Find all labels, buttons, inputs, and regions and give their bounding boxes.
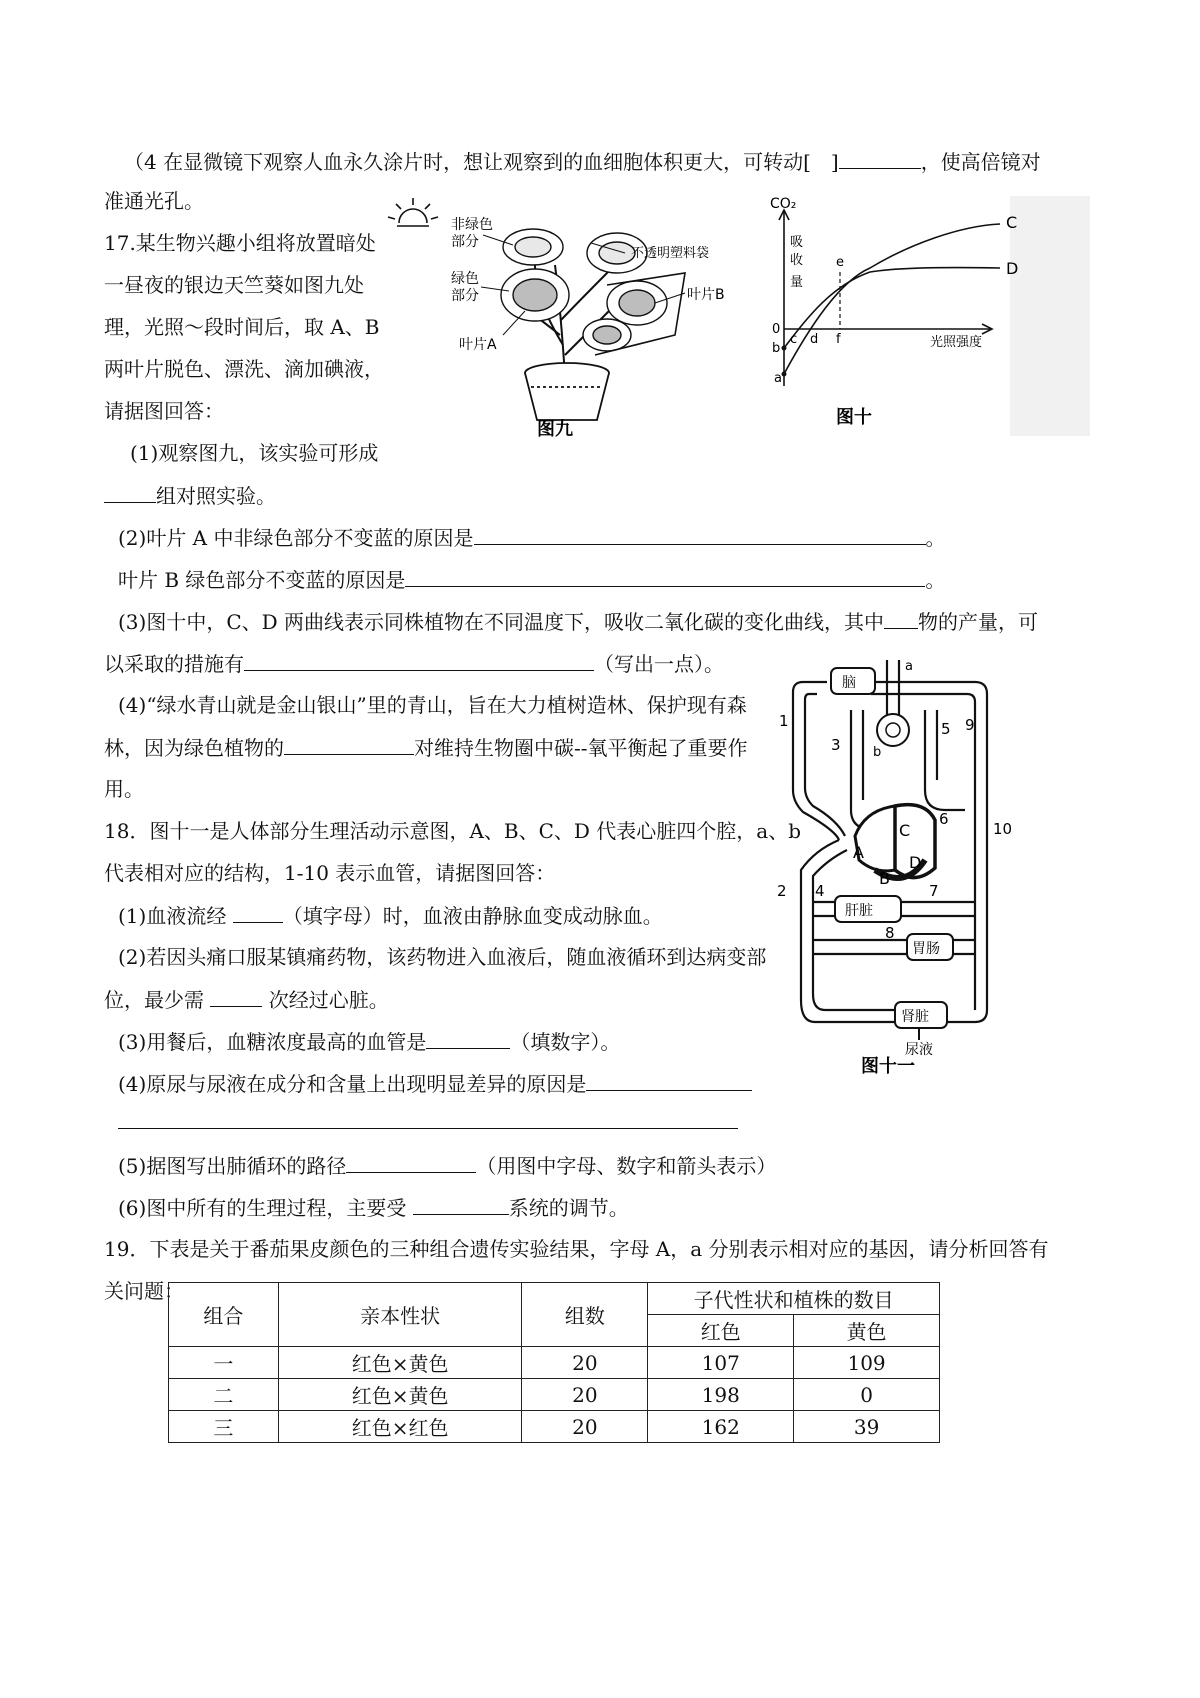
answer-blank[interactable] xyxy=(413,1192,509,1215)
q18-part4 xyxy=(118,1068,752,1099)
answer-blank[interactable] xyxy=(104,480,156,503)
figure-10-caption: 图十 xyxy=(836,407,872,428)
vessel-2: 2 xyxy=(777,882,787,900)
q16-part4-line2: 准通光孔。 xyxy=(104,189,204,213)
organ-urine: 尿液 xyxy=(905,1042,933,1058)
q17-part2-a xyxy=(118,522,946,553)
point-a xyxy=(782,372,787,377)
q17-intro-2: 一昼夜的银边天竺葵如图九处 xyxy=(104,273,364,297)
table-row xyxy=(169,1379,940,1411)
sun-icon xyxy=(388,198,438,226)
q17-part2-b-text: 叶片 B 绿色部分不变蓝的原因是 xyxy=(118,568,406,592)
point-d-label: d xyxy=(810,332,819,347)
q18-part1-text: (1)血液流经 xyxy=(118,904,227,928)
figure-9-drawing xyxy=(385,195,725,440)
curve-c xyxy=(784,224,1000,374)
point-a-label: a xyxy=(774,371,782,386)
cell-yellow: 0 xyxy=(794,1379,940,1411)
y-label-co2: CO₂ xyxy=(770,196,797,212)
q18-part6 xyxy=(118,1192,629,1223)
figure-10 xyxy=(770,196,1090,436)
point-f-label: f xyxy=(836,332,841,347)
answer-blank[interactable] xyxy=(346,1150,476,1173)
vessel-9: 9 xyxy=(965,716,975,734)
cell-red: 162 xyxy=(648,1411,794,1443)
cell-group: 二 xyxy=(169,1379,279,1411)
curve-c-label: C xyxy=(1006,213,1018,232)
header-count: 组数 xyxy=(522,1283,648,1347)
point-e-label: e xyxy=(836,255,844,270)
cell-parents: 红色×红色 xyxy=(278,1411,522,1443)
y-label-2: 收 xyxy=(790,253,804,268)
q17-part3-a xyxy=(118,606,1038,637)
vessel-5: 5 xyxy=(941,720,951,738)
answer-blank[interactable] xyxy=(405,564,925,587)
table-row xyxy=(169,1411,940,1443)
q18-part4-blank-line2[interactable] xyxy=(118,1128,738,1129)
q17-part3-b-text: 以采取的措施有 xyxy=(104,652,244,676)
label-non-green: 非绿色 xyxy=(451,217,493,233)
scan-shade xyxy=(1010,196,1090,436)
q17-part2-b-end: 。 xyxy=(925,568,946,592)
vessel-10: 10 xyxy=(993,820,1013,838)
label-leaf-b: 叶片B xyxy=(687,287,725,303)
cell-group: 一 xyxy=(169,1347,279,1379)
q17-part2-a-end: 。 xyxy=(925,526,946,550)
q17-part2-a-text: (2)叶片 A 中非绿色部分不变蓝的原因是 xyxy=(118,526,474,550)
header-red: 红色 xyxy=(648,1315,794,1347)
q17-intro-3: 理，光照～段时间后，取 A、B xyxy=(104,315,380,339)
curve-d-label: D xyxy=(1006,259,1019,278)
q17-part4-b-end: 对维持生物圈中碳--氧平衡起了重要作 xyxy=(414,736,748,760)
organ-liver: 肝脏 xyxy=(845,903,873,919)
cell-red: 107 xyxy=(648,1347,794,1379)
header-group: 组合 xyxy=(169,1283,279,1347)
header-parents: 亲本性状 xyxy=(278,1283,522,1347)
q17-part3-b xyxy=(104,648,724,679)
answer-blank[interactable] xyxy=(244,648,594,671)
label-non-green-2: 部分 xyxy=(451,234,479,250)
q18-part3 xyxy=(118,1026,620,1057)
y-label-3: 量 xyxy=(790,275,804,290)
organ-kidney: 肾脏 xyxy=(901,1009,929,1025)
q17-part4-a: (4)“绿水青山就是金山银山”里的青山，旨在大力植树造林、保护现有森 xyxy=(118,693,747,717)
cell-red: 198 xyxy=(648,1379,794,1411)
figure-11-drawing xyxy=(775,660,1035,1080)
q18-part1-end: （填字母）时，血液由静脉血变成动脉血。 xyxy=(282,904,663,928)
label-leaf-a: 叶片A xyxy=(459,337,497,353)
header-offspring: 子代性状和植株的数目 xyxy=(648,1283,940,1315)
figure-11 xyxy=(775,660,1035,1080)
q17-part4-b xyxy=(104,732,748,763)
answer-blank[interactable] xyxy=(884,606,918,629)
answer-blank[interactable] xyxy=(839,146,921,169)
chamber-a: A xyxy=(853,843,864,862)
chamber-c: C xyxy=(899,821,911,840)
cell-count: 20 xyxy=(522,1347,648,1379)
vessel-7: 7 xyxy=(929,882,939,900)
point-zero-label: 0 xyxy=(772,322,781,337)
results-table xyxy=(168,1282,940,1443)
chart-axes xyxy=(779,210,992,386)
chamber-b: B xyxy=(879,869,890,888)
cell-parents: 红色×黄色 xyxy=(278,1347,522,1379)
figure-11-caption: 图十一 xyxy=(861,1056,915,1077)
q18-part2-b xyxy=(104,984,389,1015)
q18-part5-text: (5)据图写出肺循环的路径 xyxy=(118,1154,347,1178)
figure-9-caption: 图九 xyxy=(537,419,573,440)
q18-part2-a: (2)若因头痛口服某镇痛药物，该药物进入血液后，随血液循环到达病变部 xyxy=(118,945,767,969)
q18-part3-text: (3)用餐后，血糖浓度最高的血管是 xyxy=(118,1030,427,1054)
vessel-4: 4 xyxy=(815,882,825,900)
q17-part2-b xyxy=(118,564,945,595)
point-b-label: b xyxy=(772,341,781,356)
figure-10-chart xyxy=(770,196,1090,436)
q16-part4-text-end: ，使高倍镜对 xyxy=(920,150,1041,174)
structure-b: b xyxy=(873,745,882,760)
y-label-1: 吸 xyxy=(790,235,804,250)
point-b xyxy=(782,346,787,351)
cell-parents: 红色×黄色 xyxy=(278,1379,522,1411)
vessel-6: 6 xyxy=(939,810,949,828)
organ-brain: 脑 xyxy=(842,675,856,691)
answer-blank[interactable] xyxy=(233,900,283,923)
q18-part3-end: （填数字）。 xyxy=(510,1030,621,1054)
q17-part3-a-text: (3)图十中，C、D 两曲线表示同株植物在不同温度下，吸收二氧化碳的变化曲线，其中 xyxy=(118,610,885,634)
label-bag: 不透明塑料袋 xyxy=(631,246,710,261)
cell-yellow: 109 xyxy=(794,1347,940,1379)
q19-intro-1: 19．下表是关于番茄果皮颜色的三种组合遗传实验结果，字母 A，a 分别表示相对应的基因，请分析回答有 xyxy=(104,1237,1049,1261)
q19-intro-2: 关问题： xyxy=(104,1279,184,1303)
chamber-d: D xyxy=(909,853,922,872)
answer-blank[interactable] xyxy=(210,984,262,1007)
label-green-2: 部分 xyxy=(451,288,479,304)
q18-part5-end: （用图中字母、数字和箭头表示） xyxy=(476,1154,777,1178)
cell-count: 20 xyxy=(522,1379,648,1411)
q18-part6-end: 系统的调节。 xyxy=(508,1196,629,1220)
q18-intro-2: 代表相对应的结构，1-10 表示血管，请据图回答： xyxy=(104,861,556,885)
q17-intro-4: 两叶片脱色、漂洗、滴加碘液， xyxy=(104,357,384,381)
vessel-1: 1 xyxy=(779,712,789,730)
table-row xyxy=(169,1347,940,1379)
cell-group: 三 xyxy=(169,1411,279,1443)
q17-part1-a: (1)观察图九，该实验可形成 xyxy=(130,441,379,465)
answer-blank[interactable] xyxy=(586,1068,752,1091)
alveolus-inner xyxy=(886,723,900,737)
x-axis-label: 光照强度 xyxy=(930,335,983,350)
answer-blank[interactable] xyxy=(426,1026,510,1049)
q17-intro-5: 请据图回答： xyxy=(104,399,224,423)
cell-yellow: 39 xyxy=(794,1411,940,1443)
q17-part3-a-end: 物的产量，可 xyxy=(918,610,1039,634)
figure-9 xyxy=(385,195,725,440)
cell-count: 20 xyxy=(522,1411,648,1443)
vessel-8: 8 xyxy=(885,924,895,942)
label-green: 绿色 xyxy=(451,271,479,287)
q17-part4-b-text: 林，因为绿色植物的 xyxy=(104,736,284,760)
structure-a: a xyxy=(905,660,913,674)
q17-part1-b xyxy=(104,480,276,511)
answer-blank[interactable] xyxy=(474,522,926,545)
q18-part1 xyxy=(118,900,663,931)
q18-part2-b-text: 位，最少需 xyxy=(104,988,204,1012)
q16-part4-line1 xyxy=(124,146,1041,177)
flower-pot xyxy=(525,363,609,420)
q16-part4-text: （4 在显微镜下观察人血永久涂片时，想让观察到的血细胞体积更大，可转动[ ] xyxy=(124,150,839,174)
q18-intro-1: 18．图十一是人体部分生理活动示意图，A、B、C、D 代表心脏四个腔，a、b xyxy=(104,819,802,843)
q17-part1-b-text: 组对照实验。 xyxy=(156,484,276,508)
point-c-label: c xyxy=(790,332,798,347)
answer-blank[interactable] xyxy=(284,732,414,755)
header-yellow: 黄色 xyxy=(794,1315,940,1347)
organ-gut: 胃肠 xyxy=(912,941,940,957)
q17-intro-1: 17.某生物兴趣小组将放置暗处 xyxy=(104,231,376,255)
q18-part5 xyxy=(118,1150,776,1181)
q17-part3-b-end: （写出一点）。 xyxy=(594,652,724,676)
q17-part4-c: 用。 xyxy=(104,777,144,801)
q18-part2-c-text: 次经过心脏。 xyxy=(268,988,389,1012)
table-header-row xyxy=(169,1283,940,1315)
q18-part6-text: (6)图中所有的生理过程，主要受 xyxy=(118,1196,407,1220)
heart xyxy=(855,805,935,878)
vessel-3: 3 xyxy=(831,736,841,754)
q18-part4-text: (4)原尿与尿液在成分和含量上出现明显差异的原因是 xyxy=(118,1072,587,1096)
